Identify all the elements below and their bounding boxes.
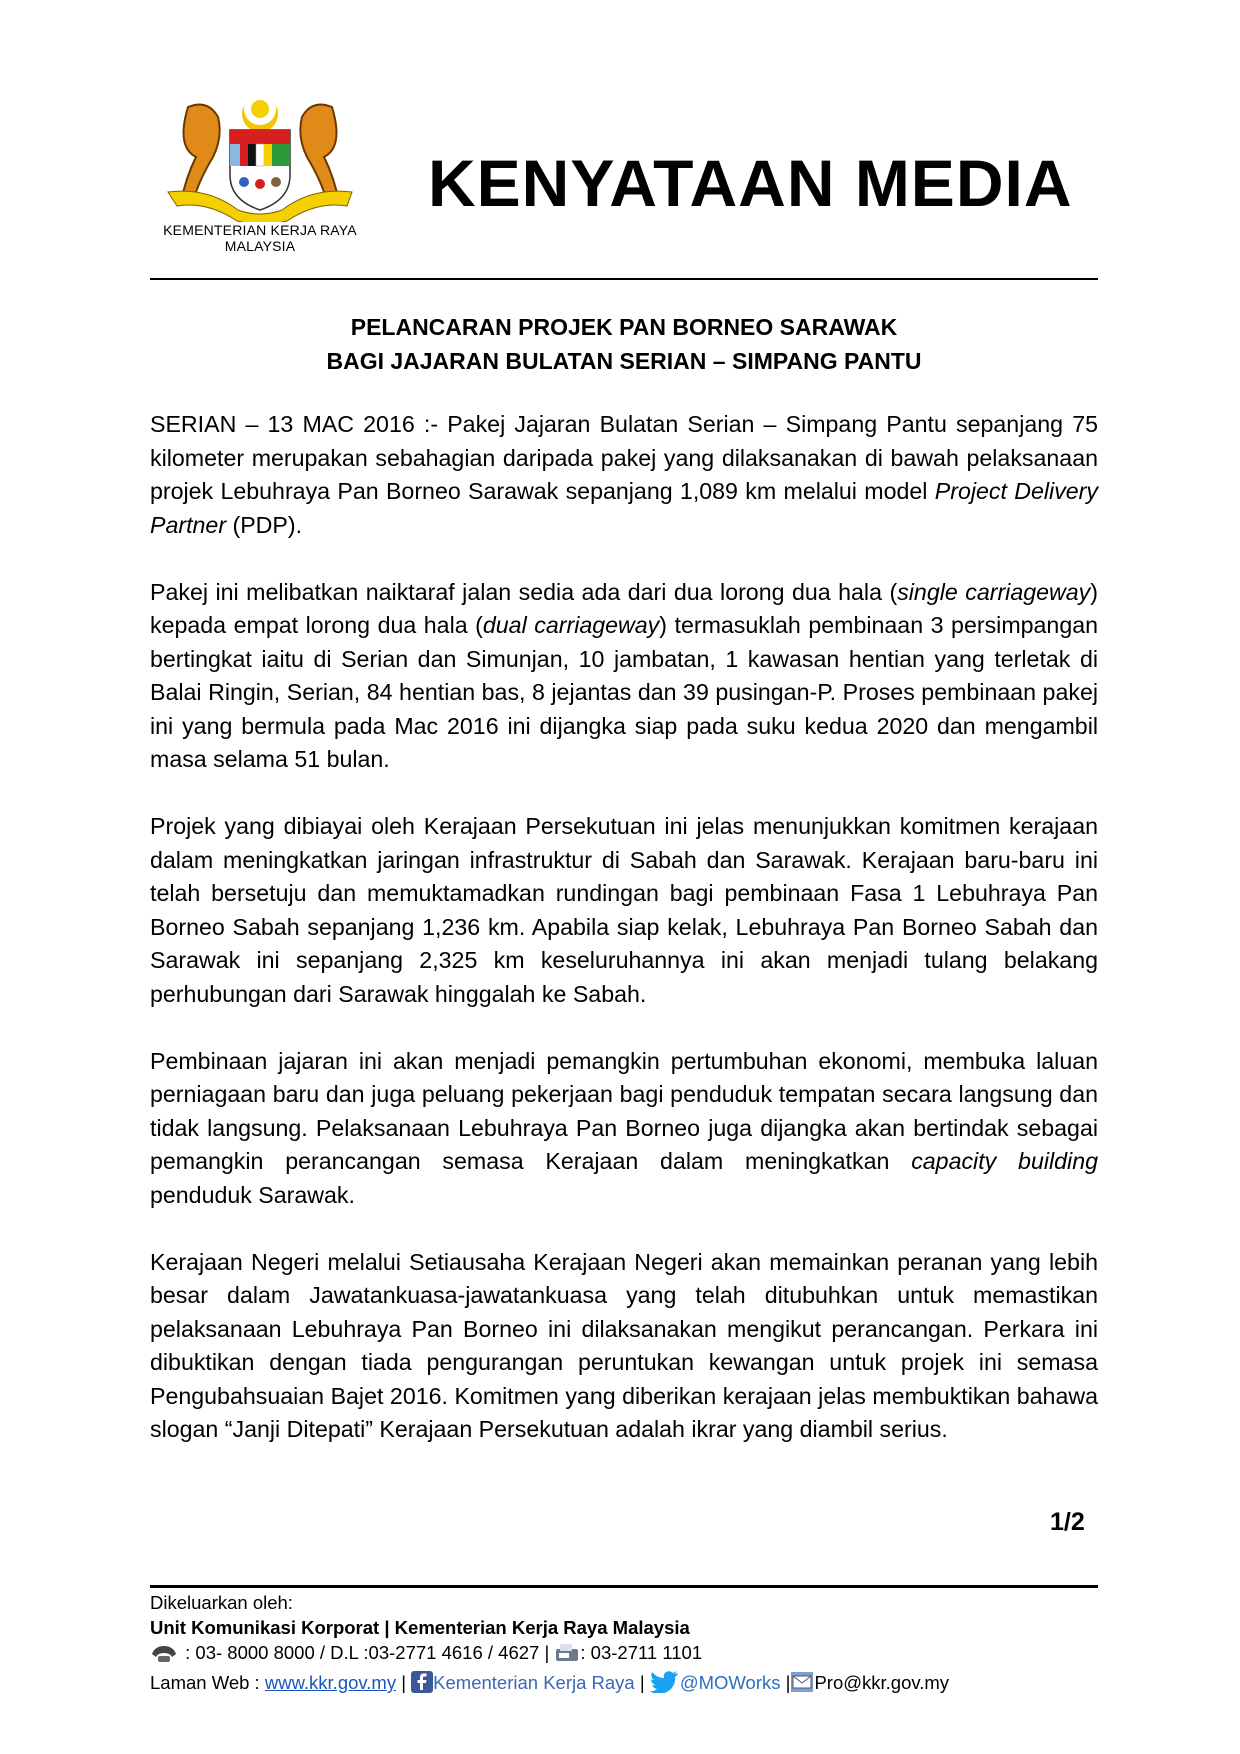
paragraph-2-italic-2: dual carriageway: [482, 612, 660, 638]
headline-line2: BAGI JAJARAN BULATAN SERIAN – SIMPANG PANTU: [326, 348, 922, 374]
header-divider: [150, 278, 1098, 280]
fax-icon: [554, 1643, 580, 1669]
footer: [150, 1590, 949, 1699]
paragraph-3: Projek yang dibiayai oleh Kerajaan Persekutuan ini jelas menunjukkan komitmen kerajaan dalam meningkatkan jaringan infrastruktur di Sabah dan Sarawak. Kerajaan baru-baru ini telah bersetuju dan memuktamadkan rundingan bagi pembinaan Fasa 1 Lebuhraya Pan Borneo Sabah sepanjang 1,236 km. Apabila siap kelak, Lebuhraya Pan Borneo Sabah dan Sarawak ini sepanjang 2,325 km keseluruhannya ini akan menjadi tulang belakang perhubungan dari Sarawak hinggalah ke Sabah.: [150, 813, 1098, 1007]
separator: |: [780, 1672, 791, 1693]
paragraph-5: Kerajaan Negeri melalui Setiausaha Kerajaan Negeri akan memainkan peranan yang lebih besar dalam Jawatankuasa-jawatankuasa yang telah ditubuhkan untuk memastikan pelaksanaan Lebuhraya Pan Borneo ini dilaksanakan mengikut perancangan. Perkara ini dibuktikan dengan tiada pengurangan peruntukan kewangan untuk projek ini semasa Pengubahsuaian Bajet 2016. Komitmen yang diberikan kerajaan jelas membuktikan bahawa slogan “Janji Ditepati” Kerajaan Persekutuan adalah ikrar yang diambil serius.: [150, 1248, 1098, 1442]
document-type-title: KENYATAAN MEDIA: [428, 146, 1073, 220]
paragraph-4-text-end: penduduk Sarawak.: [150, 1181, 355, 1208]
facebook-icon[interactable]: [411, 1671, 433, 1699]
email-address[interactable]: Pro@kkr.gov.my: [814, 1672, 950, 1693]
page-number: 1/2: [1050, 1508, 1085, 1536]
contact-line: [150, 1640, 949, 1669]
paragraph-2-text-mid: ) kepada empat lorong dua hala (: [150, 578, 1098, 638]
email-icon[interactable]: [790, 1671, 814, 1699]
paragraph-2-italic-1: single carriageway: [897, 578, 1091, 605]
paragraph-2-text-end: ) termasuklah pembinaan 3 persimpangan bertingkat iaitu di Serian dan Simunjan, 10 jambatan, 1 kawasan hentian yang terletak di Balai Ringin, Serian, 84 hentian bas, 8 jejantas dan 39 pusingan-P. Proses pembinaan pakej ini yang bermula pada Mac 2016 ini dijangka siap pada suku kedua 2020 dan mengambil masa selama 51 bulan.: [150, 612, 1099, 772]
facebook-link[interactable]: Kementerian Kerja Raya: [433, 1672, 635, 1693]
issued-by-label: Dikeluarkan oleh:: [150, 1592, 293, 1613]
website-label: Laman Web :: [150, 1672, 265, 1693]
separator: |: [396, 1672, 412, 1693]
separator: |: [634, 1672, 650, 1693]
twitter-icon[interactable]: [650, 1669, 680, 1699]
headline: [150, 310, 1098, 378]
ministry-name-line2: MALAYSIA: [224, 238, 296, 254]
paragraph-2-text: Pakej ini melibatkan naiktaraf jalan sedia ada dari dua lorong dua hala (: [150, 578, 898, 605]
website-link[interactable]: www.kkr.gov.my: [264, 1672, 397, 1693]
headline-line1: PELANCARAN PROJEK PAN BORNEO SARAWAK: [350, 314, 898, 340]
paragraph-4-italic: capacity building: [911, 1148, 1098, 1174]
ministry-name-line1: KEMENTERIAN KERJA RAYA: [163, 222, 357, 238]
phone-numbers: : 03- 8000 8000 / D.L :03-2771 4616 / 4627 |: [180, 1642, 555, 1663]
paragraph-1-italic: Project Delivery Partner: [150, 478, 1099, 538]
web-social-line: [150, 1669, 949, 1699]
twitter-handle[interactable]: @MOWorks: [679, 1672, 781, 1693]
paragraph-4-text: Pembinaan jajaran ini akan menjadi pemangkin pertumbuhan ekonomi, membuka laluan perniagaan baru dan juga peluang pekerjaan bagi penduduk tempatan secara langsung dan tidak langsung. Pelaksanaan Lebuhraya Pan Borneo juga dijangka akan bertindak sebagai pemangkin perancangan semasa Kerajaan dalam meningkatkan: [150, 1047, 1098, 1174]
paragraph-1: [150, 408, 1098, 542]
paragraph-4: [150, 1045, 1098, 1213]
paragraph-1-text: SERIAN – 13 MAC 2016 :- Pakej Jajaran Bulatan Serian – Simpang Pantu sepanjang 75 kilometer merupakan sebahagian daripada pakej yang dilaksanakan di bawah pelaksanaan projek Lebuhraya Pan Borneo Sarawak sepanjang 1,089 km melalui model: [150, 411, 1098, 504]
fax-number: : 03-2711 1101: [580, 1642, 703, 1663]
ministry-logo: [148, 92, 372, 257]
telephone-icon: [150, 1644, 180, 1669]
issuing-unit: Unit Komunikasi Korporat | Kementerian Kerja Raya Malaysia: [150, 1617, 690, 1638]
press-release-body: [150, 408, 1098, 1480]
malaysia-coat-of-arms-icon: [148, 92, 372, 222]
paragraph-2: [150, 576, 1098, 777]
footer-divider: [150, 1585, 1098, 1588]
paragraph-1-text-end: (PDP).: [226, 511, 303, 538]
